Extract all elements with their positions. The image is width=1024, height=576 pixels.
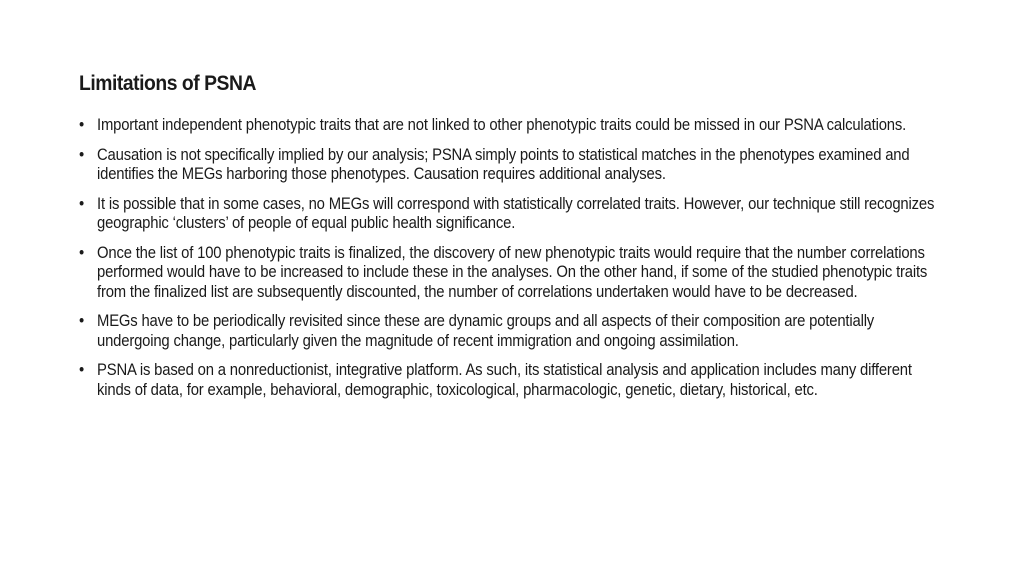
bullet-item: [79, 244, 943, 303]
bullet-marker: •: [79, 145, 85, 164]
bullet-list: [79, 116, 943, 410]
bullet-marker: •: [79, 361, 85, 379]
bullet-text: Causation is not specifically implied by our analysis; PSNA simply points to statistical matches in the phenotypes examined and identifies the MEGs harboring those phenotypes. Causation requires additional analyses.: [97, 145, 910, 183]
slide-title: Limitations of PSNA: [79, 72, 256, 95]
bullet-text: PSNA is based on a nonreductionist, integrative platform. As such, its statistical analysis and application includes many different kinds of data, for example, behavioral, demographic, toxicological, pharmacologic, genetic, dietary, historical, etc.: [97, 361, 912, 399]
bullet-item: [79, 312, 943, 351]
bullet-item: [79, 146, 943, 185]
bullet-item: [79, 361, 943, 400]
bullet-item: [79, 195, 943, 234]
bullet-text: Once the list of 100 phenotypic traits is finalized, the discovery of new phenotypic traits would require that the number correlations performed would have to be increased to include these in the analyses. On the other hand, if some of the studied phenotypic traits from the finalized list are subsequently discounted, the number of correlations undertaken would have to be decreased.: [97, 243, 928, 301]
bullet-text: MEGs have to be periodically revisited since these are dynamic groups and all aspects of their composition are potentially undergoing change, particularly given the magnitude of recent immigration and ongoing assimilation.: [97, 312, 875, 350]
bullet-marker: •: [79, 243, 85, 262]
bullet-marker: •: [79, 116, 85, 134]
bullet-marker: •: [79, 312, 85, 330]
bullet-text: It is possible that in some cases, no MEGs will correspond with statistically correlated traits. However, our technique still recognizes geographic ‘clusters’ of people of equal public health significance.: [97, 194, 935, 232]
bullet-marker: •: [79, 194, 85, 213]
bullet-text: Important independent phenotypic traits that are not linked to other phenotypic traits could be missed in our PSNA calculations.: [97, 116, 907, 134]
bullet-item: [79, 116, 943, 136]
